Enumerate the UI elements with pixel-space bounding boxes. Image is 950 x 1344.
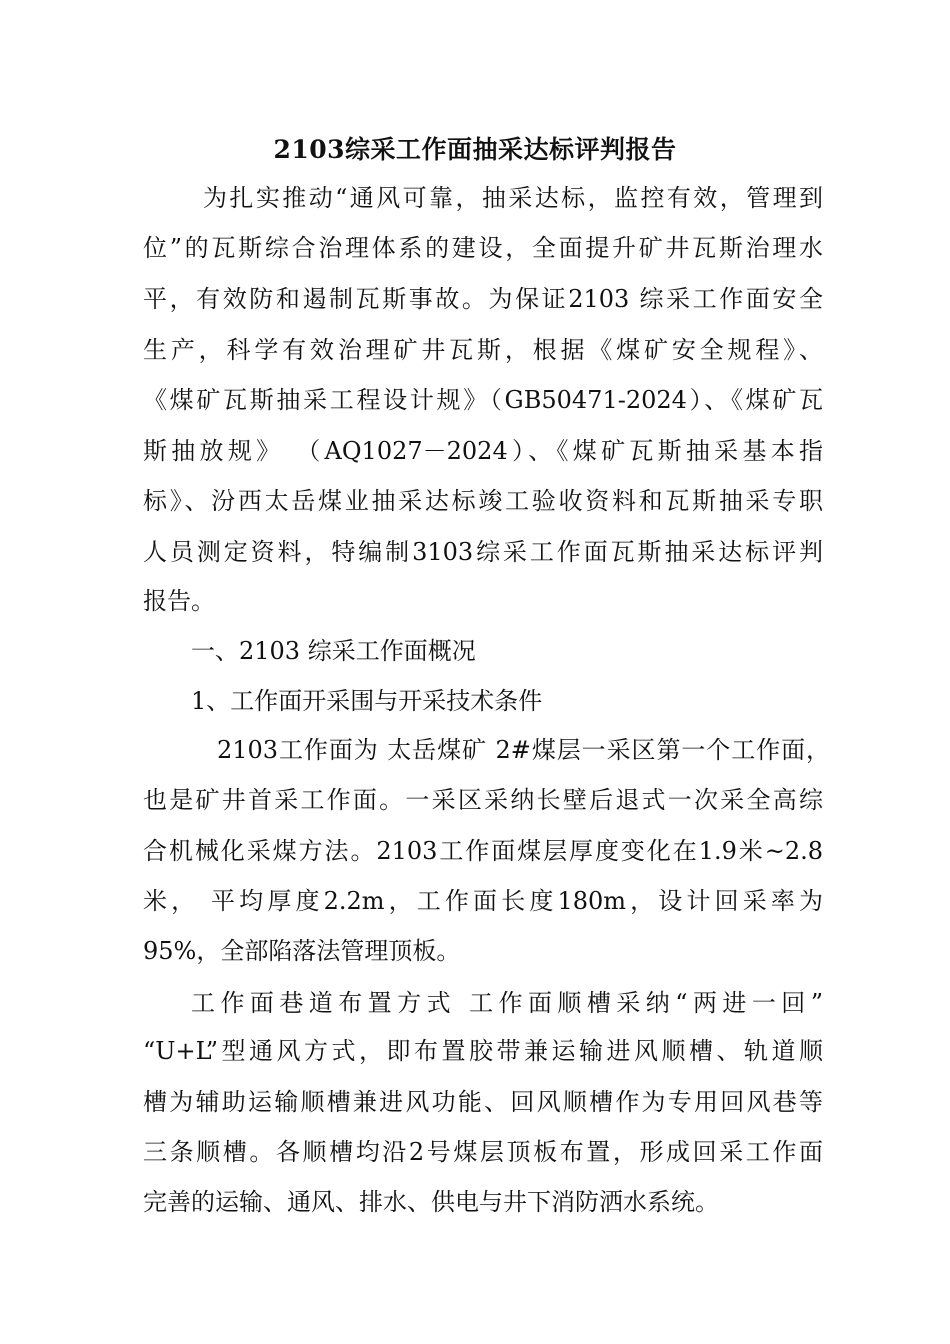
paragraph-line: 《煤矿瓦斯抽采工程设计规》（GB50471-2024）、《煤矿瓦 — [143, 386, 823, 414]
paragraph-line: 工作面巷道布置方式 工作面顺槽采纳“两进一回” — [191, 989, 823, 1017]
subsection-heading: 1、工作面开采围与开采技术条件 — [191, 687, 543, 715]
paragraph-line: 三条顺槽。各顺槽均沿2号煤层顶板布置，形成回采工作面 — [143, 1138, 823, 1166]
paragraph-line: 位”的瓦斯综合治理体系的建设，全面提升矿井瓦斯治理水 — [143, 234, 823, 262]
paragraph-line: 斯抽放规》 （AQ1027－2024）、《煤矿瓦斯抽采基本指 — [143, 437, 823, 465]
document-title: 2103综采工作面抽采达标评判报告 — [273, 135, 677, 164]
paragraph-line: 米， 平均厚度2.2m，工作面长度180m，设计回采率为 — [143, 887, 823, 915]
paragraph-line: 2103工作面为 太岳煤矿 2#煤层一采区第一个工作面， — [217, 736, 830, 764]
paragraph-line: 95%，全部陷落法管理顶板。 — [143, 937, 461, 965]
paragraph-line: 槽为辅助运输顺槽兼进风功能、回风顺槽作为专用回风巷等 — [143, 1088, 823, 1116]
paragraph-line: 为扎实推动“通风可靠，抽采达标，监控有效，管理到 — [203, 184, 823, 212]
paragraph-line: 报告。 — [143, 587, 215, 615]
paragraph-line: 合机械化采煤方法。2103工作面煤层厚度变化在1.9米~2.8 — [143, 837, 823, 865]
paragraph-line: 平，有效防和遏制瓦斯事故。为保证2103 综采工作面安全 — [143, 285, 823, 313]
section-heading: 一、2103 综采工作面概况 — [191, 637, 476, 665]
paragraph-line: 标》、汾西太岳煤业抽采达标竣工验收资料和瓦斯抽采专职 — [143, 487, 823, 515]
paragraph-line: “U+L”型通风方式，即布置胶带兼运输进风顺槽、轨道顺 — [143, 1037, 823, 1065]
paragraph-line: 完善的运输、通风、排水、供电与井下消防洒水系统。 — [143, 1188, 719, 1216]
paragraph-line: 生产，科学有效治理矿井瓦斯，根据《煤矿安全规程》、 — [143, 336, 823, 364]
paragraph-line: 人员测定资料，特编制3103综采工作面瓦斯抽采达标评判 — [143, 538, 823, 566]
paragraph-line: 也是矿井首采工作面。一采区采纳长壁后退式一次采全高综 — [143, 786, 823, 814]
